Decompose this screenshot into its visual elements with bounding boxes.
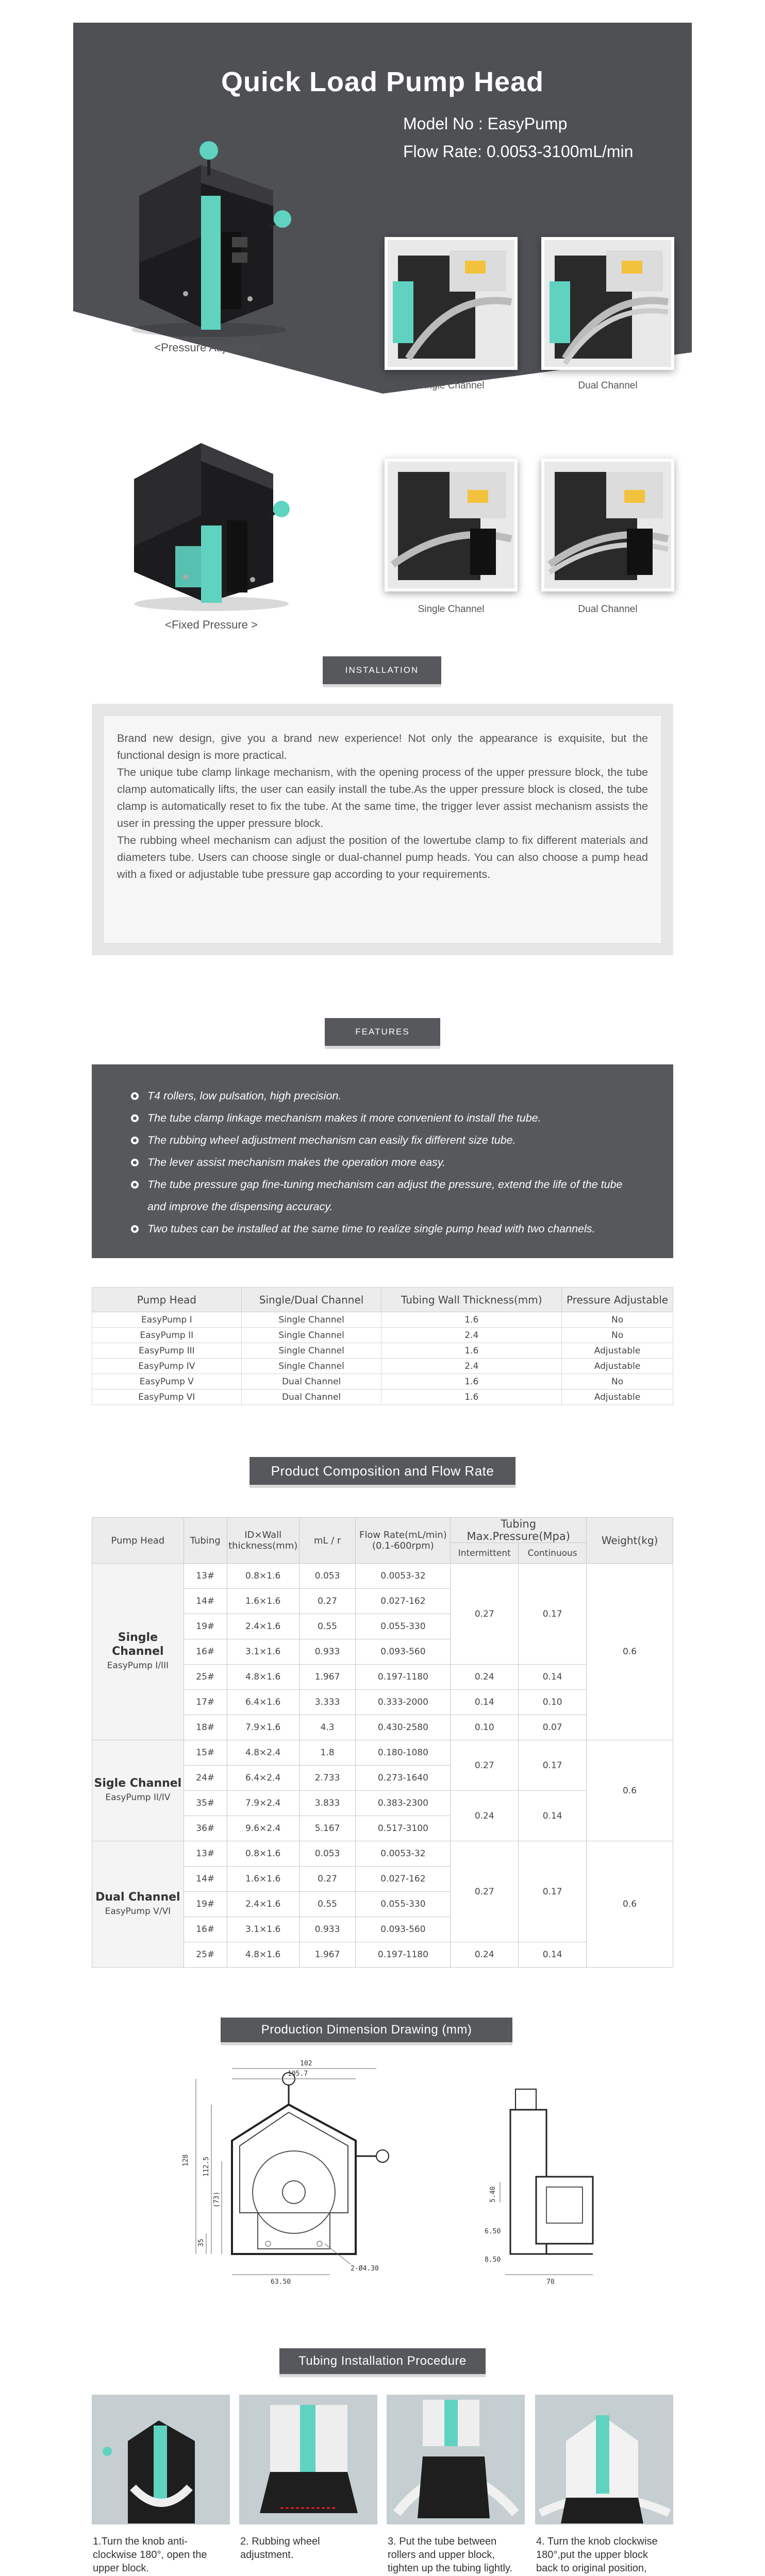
pressure-cell: 0.17 <box>519 1564 587 1665</box>
table-cell: 0.27 <box>299 1867 356 1892</box>
step-1-text: 1.Turn the knob anti-clockwise 180°, open the upper block. <box>93 2536 207 2574</box>
feature-text: The tube pressure gap fine-tuning mechanism can adjust the pressure, extend the life of the tube and improve the dispensing accuracy. <box>147 1178 623 1213</box>
feature-item <box>131 1129 673 1151</box>
group-name: Sigle Channel <box>94 1777 182 1790</box>
table-cell: 0.933 <box>299 1917 356 1942</box>
column-header: Pump Head <box>92 1287 242 1312</box>
table-cell: 0.197-1180 <box>356 1665 451 1690</box>
hero-title: Quick Load Pump Head <box>221 66 544 97</box>
table-cell: 0.333-2000 <box>356 1690 451 1715</box>
caption-dual-channel-1: Dual Channel <box>578 380 638 391</box>
table-cell: 2.733 <box>299 1766 356 1791</box>
table-cell: 3.1×1.6 <box>227 1639 299 1665</box>
dim-height-73: (73) <box>213 2191 221 2208</box>
table-cell: Dual Channel <box>241 1389 381 1405</box>
caption-single-channel-1: Single Channel <box>418 380 485 391</box>
feature-text: The tube clamp linkage mechanism makes it more convenient to install the tube. <box>147 1112 541 1124</box>
tubing-heading: Tubing Installation Procedure <box>279 2348 486 2374</box>
table-row <box>92 1328 673 1343</box>
pressure-cell: 0.24 <box>451 1791 519 1841</box>
hero-model-number: Model No : EasyPump <box>403 114 568 133</box>
table-cell: 25# <box>184 1942 227 1968</box>
dim-width-102: 102 <box>300 2060 312 2067</box>
column-header: ID×Wall thickness(mm) <box>227 1518 299 1564</box>
table-cell: 0.0053-32 <box>356 1564 451 1589</box>
table-cell: EasyPump IV <box>92 1359 242 1374</box>
table-cell: 0.430-2580 <box>356 1715 451 1740</box>
table-cell: 1.967 <box>299 1942 356 1968</box>
table-cell: 24# <box>184 1766 227 1791</box>
table-row <box>92 1359 673 1374</box>
weight-cell: 0.6 <box>587 1841 673 1968</box>
table-cell: 1.6 <box>381 1389 562 1405</box>
dim-width-105: 105.7 <box>288 2070 308 2078</box>
table-cell: 0.053 <box>299 1564 356 1589</box>
table-cell: 3.333 <box>299 1690 356 1715</box>
column-header: Continuous <box>519 1543 587 1564</box>
step-1-image <box>92 2395 230 2524</box>
caption-fixed-pressure: <Fixed Pressure > <box>165 618 258 631</box>
table-cell: No <box>562 1374 673 1389</box>
photo-single-channel-1 <box>385 237 518 370</box>
pressure-cell: 0.07 <box>519 1715 587 1740</box>
pressure-cell: 0.14 <box>519 1791 587 1841</box>
weight-cell: 0.6 <box>587 1740 673 1841</box>
column-header: Pump Head <box>92 1518 184 1564</box>
pressure-cell: 0.14 <box>519 1665 587 1690</box>
table-cell: 0.383-2300 <box>356 1791 451 1816</box>
table-cell: 19# <box>184 1892 227 1917</box>
step-graphic <box>239 2395 377 2524</box>
feature-text: T4 rollers, low pulsation, high precision. <box>147 1090 342 1102</box>
table-cell: Adjustable <box>562 1389 673 1405</box>
photo-dual-channel-1 <box>541 237 674 370</box>
installation-paragraph: The rubbing wheel mechanism can adjust the position of the lowertube clamp to fix different materials and diameters tube. Users can choose single or dual-channel pump heads. You can also choose a pump head with a fixed or adjustable tube pressure gap according to your requirements. <box>117 834 648 880</box>
dim-height-35: 35 <box>197 2239 205 2247</box>
table-cell: 25# <box>184 1665 227 1690</box>
step-4-text: 4. Turn the knob clockwise 180°,put the upper block back to original position, <box>536 2536 658 2574</box>
table-cell: 9.6×2.4 <box>227 1816 299 1841</box>
table-cell: 6.4×2.4 <box>227 1766 299 1791</box>
pressure-cell: 0.27 <box>451 1740 519 1791</box>
table-cell: 0.27 <box>299 1589 356 1614</box>
step-2-text: 2. Rubbing wheel adjustment. <box>240 2536 320 2561</box>
table-row <box>92 1312 673 1328</box>
table-cell: EasyPump III <box>92 1343 242 1359</box>
table-cell: 0.180-1080 <box>356 1740 451 1766</box>
table-cell: 1.967 <box>299 1665 356 1690</box>
pressure-cell: 0.14 <box>451 1690 519 1715</box>
table-cell: 7.9×2.4 <box>227 1791 299 1816</box>
table-cell: 0.197-1180 <box>356 1942 451 1968</box>
step-3-text: 3. Put the tube between rollers and upper block, tighten up the tubing lightly. <box>388 2536 513 2574</box>
table-cell: 4.8×2.4 <box>227 1740 299 1766</box>
table-cell: EasyPump V <box>92 1374 242 1389</box>
table-cell: Dual Channel <box>241 1374 381 1389</box>
table-row <box>92 1841 673 1867</box>
composition-table-body <box>92 1564 673 1968</box>
table-cell: 0.093-560 <box>356 1639 451 1665</box>
table-cell: EasyPump II <box>92 1328 242 1343</box>
table-cell: 0.055-330 <box>356 1614 451 1639</box>
hero-flow-rate: Flow Rate: 0.0053-3100mL/min <box>403 142 634 161</box>
composition-table <box>92 1517 673 1968</box>
installation-heading: INSTALLATION <box>323 656 441 684</box>
pressure-cell: 0.27 <box>451 1841 519 1942</box>
table-cell: 0.273-1640 <box>356 1766 451 1791</box>
table-cell: 1.8 <box>299 1740 356 1766</box>
dimension-drawing <box>155 2058 608 2326</box>
dim-side-6: 6.50 <box>485 2228 501 2235</box>
group-sub: EasyPump V/VI <box>105 1906 171 1917</box>
feature-item <box>131 1151 673 1174</box>
table-cell: 1.6×1.6 <box>227 1867 299 1892</box>
step-graphic <box>535 2395 673 2524</box>
table-cell: 0.055-330 <box>356 1892 451 1917</box>
composition-heading: Product Composition and Flow Rate <box>250 1457 515 1485</box>
column-header: Single/Dual Channel <box>241 1287 381 1312</box>
table-cell: 1.6 <box>381 1374 562 1389</box>
dual-channel-photo-graphic-2 <box>544 462 671 588</box>
weight-cell: 0.6 <box>587 1564 673 1740</box>
table-cell: 4.8×1.6 <box>227 1942 299 1968</box>
step-2-image <box>239 2395 377 2524</box>
pressure-cell: 0.24 <box>451 1942 519 1968</box>
column-header: Flow Rate(mL/min) (0.1-600rpm) <box>356 1518 451 1564</box>
single-channel-photo-graphic <box>388 240 514 367</box>
pressure-cell: 0.14 <box>519 1942 587 1968</box>
table-cell: 0.8×1.6 <box>227 1841 299 1867</box>
step-4-image <box>535 2395 673 2524</box>
installation-paragraph: The unique tube clamp linkage mechanism, with the opening process of the upper pressure block, the tube clamp automatically lifts, the user can easily install the tube.As the upper pressure block is closed, the tube clamp is automatically reset to fix the tube. At the same time, the trigger lever assist mechanism assists the user in pressing the upper pressure block. <box>117 766 648 829</box>
bullet-icon <box>131 1092 139 1100</box>
table-cell: 36# <box>184 1816 227 1841</box>
pressure-cell: 0.17 <box>519 1841 587 1942</box>
group-cell <box>92 1841 184 1968</box>
installation-panel <box>92 704 673 955</box>
table-cell: 13# <box>184 1564 227 1589</box>
group-name: Single Channel <box>112 1631 164 1658</box>
column-header: Tubing <box>184 1518 227 1564</box>
table-cell: 0.093-560 <box>356 1917 451 1942</box>
table-cell: 0.8×1.6 <box>227 1564 299 1589</box>
table-cell: 16# <box>184 1639 227 1665</box>
photo-dual-channel-2 <box>541 459 674 591</box>
table-cell: 7.9×1.6 <box>227 1715 299 1740</box>
pressure-cell: 0.10 <box>519 1690 587 1715</box>
column-header: Tubing Max.Pressure(Mpa) <box>451 1518 587 1543</box>
feature-item <box>131 1107 673 1129</box>
features-panel <box>92 1064 673 1258</box>
table-cell: No <box>562 1312 673 1328</box>
models-table-body <box>92 1312 673 1405</box>
dual-channel-photo-graphic <box>544 240 671 367</box>
table-cell: 0.027-162 <box>356 1589 451 1614</box>
dim-height-128: 128 <box>182 2154 190 2166</box>
table-cell: 0.027-162 <box>356 1867 451 1892</box>
feature-item <box>131 1218 673 1240</box>
column-header: mL / r <box>299 1518 356 1564</box>
group-cell <box>92 1564 184 1740</box>
pressure-cell: 0.17 <box>519 1740 587 1791</box>
table-cell: 15# <box>184 1740 227 1766</box>
table-cell: Adjustable <box>562 1359 673 1374</box>
caption-dual-channel-2: Dual Channel <box>578 604 638 615</box>
feature-item <box>131 1085 673 1107</box>
column-header: Pressure Adjustable <box>562 1287 673 1312</box>
table-cell: 0.55 <box>299 1892 356 1917</box>
table-cell: 6.4×1.6 <box>227 1690 299 1715</box>
table-cell: 3.833 <box>299 1791 356 1816</box>
pressure-cell: 0.10 <box>451 1715 519 1740</box>
step-graphic <box>387 2395 525 2524</box>
table-cell: 5.167 <box>299 1816 356 1841</box>
table-cell: 17# <box>184 1690 227 1715</box>
table-cell: 2.4 <box>381 1359 562 1374</box>
table-cell: 4.8×1.6 <box>227 1665 299 1690</box>
table-cell: 13# <box>184 1841 227 1867</box>
table-cell: 4.3 <box>299 1715 356 1740</box>
caption-pressure-adjustable: <Pressure Adjustable> <box>154 341 269 354</box>
single-channel-photo-graphic-2 <box>388 462 514 588</box>
installation-text <box>103 715 662 944</box>
pressure-cell: 0.27 <box>451 1564 519 1665</box>
feature-item <box>131 1174 673 1218</box>
table-cell: 2.4×1.6 <box>227 1614 299 1639</box>
table-cell: 16# <box>184 1917 227 1942</box>
table-cell: EasyPump I <box>92 1312 242 1328</box>
group-cell <box>92 1740 184 1841</box>
table-cell: 2.4 <box>381 1328 562 1343</box>
pump-head-fixed-image <box>124 422 294 613</box>
bullet-icon <box>131 1181 139 1189</box>
dim-hole: 2-Ø4.30 <box>351 2265 379 2273</box>
caption-single-channel-2: Single Channel <box>418 604 485 615</box>
table-cell: Single Channel <box>241 1343 381 1359</box>
feature-text: The rubbing wheel adjustment mechanism can easily fix different size tube. <box>147 1134 516 1146</box>
column-header: Tubing Wall Thickness(mm) <box>381 1287 562 1312</box>
dim-side-70: 70 <box>546 2278 555 2286</box>
models-table <box>92 1287 673 1405</box>
table-row <box>92 1374 673 1389</box>
table-cell: 1.6 <box>381 1343 562 1359</box>
features-heading: FEATURES <box>325 1018 440 1046</box>
feature-text: The lever assist mechanism makes the operation more easy. <box>147 1156 445 1168</box>
table-cell: Single Channel <box>241 1359 381 1374</box>
table-row <box>92 1389 673 1405</box>
table-cell: No <box>562 1328 673 1343</box>
group-sub: EasyPump II/IV <box>105 1792 171 1803</box>
table-cell: 3.1×1.6 <box>227 1917 299 1942</box>
dim-height-112: 112.5 <box>203 2156 210 2177</box>
table-cell: EasyPump VI <box>92 1389 242 1405</box>
table-cell: 0.933 <box>299 1639 356 1665</box>
table-cell: Adjustable <box>562 1343 673 1359</box>
table-cell: 1.6 <box>381 1312 562 1328</box>
table-cell: 2.4×1.6 <box>227 1892 299 1917</box>
table-cell: Single Channel <box>241 1328 381 1343</box>
installation-paragraph: Brand new design, give you a brand new experience! Not only the appearance is exquisite, but the functional design is more practical. <box>117 732 648 761</box>
table-cell: 19# <box>184 1614 227 1639</box>
group-name: Dual Channel <box>95 1890 180 1904</box>
table-cell: 0.517-3100 <box>356 1816 451 1841</box>
column-header: Intermittent <box>451 1543 519 1564</box>
bullet-icon <box>131 1225 139 1233</box>
table-row <box>92 1740 673 1766</box>
table-cell: 1.6×1.6 <box>227 1589 299 1614</box>
pressure-cell: 0.24 <box>451 1665 519 1690</box>
dim-side-8: 8.50 <box>485 2256 501 2264</box>
photo-single-channel-2 <box>385 459 518 591</box>
pump-head-adjustable-image <box>119 134 294 340</box>
step-graphic <box>92 2395 230 2524</box>
table-cell: 0.053 <box>299 1841 356 1867</box>
table-cell: 35# <box>184 1791 227 1816</box>
table-cell: 18# <box>184 1715 227 1740</box>
bullet-icon <box>131 1114 139 1122</box>
table-cell: Single Channel <box>241 1312 381 1328</box>
feature-text: Two tubes can be installed at the same time to realize single pump head with two channels. <box>147 1223 595 1235</box>
bullet-icon <box>131 1137 139 1144</box>
drawing-heading: Production Dimension Drawing (mm) <box>221 2018 512 2042</box>
table-row <box>92 1564 673 1589</box>
table-cell: 14# <box>184 1867 227 1892</box>
dim-side-5: 5.40 <box>489 2186 497 2202</box>
table-cell: 0.55 <box>299 1614 356 1639</box>
column-header: Weight(kg) <box>587 1518 673 1564</box>
bullet-icon <box>131 1159 139 1166</box>
table-cell: 14# <box>184 1589 227 1614</box>
group-sub: EasyPump I/III <box>107 1660 169 1671</box>
table-row <box>92 1343 673 1359</box>
table-cell: 0.0053-32 <box>356 1841 451 1867</box>
dim-base-63: 63.50 <box>271 2278 291 2286</box>
step-3-image <box>387 2395 525 2524</box>
